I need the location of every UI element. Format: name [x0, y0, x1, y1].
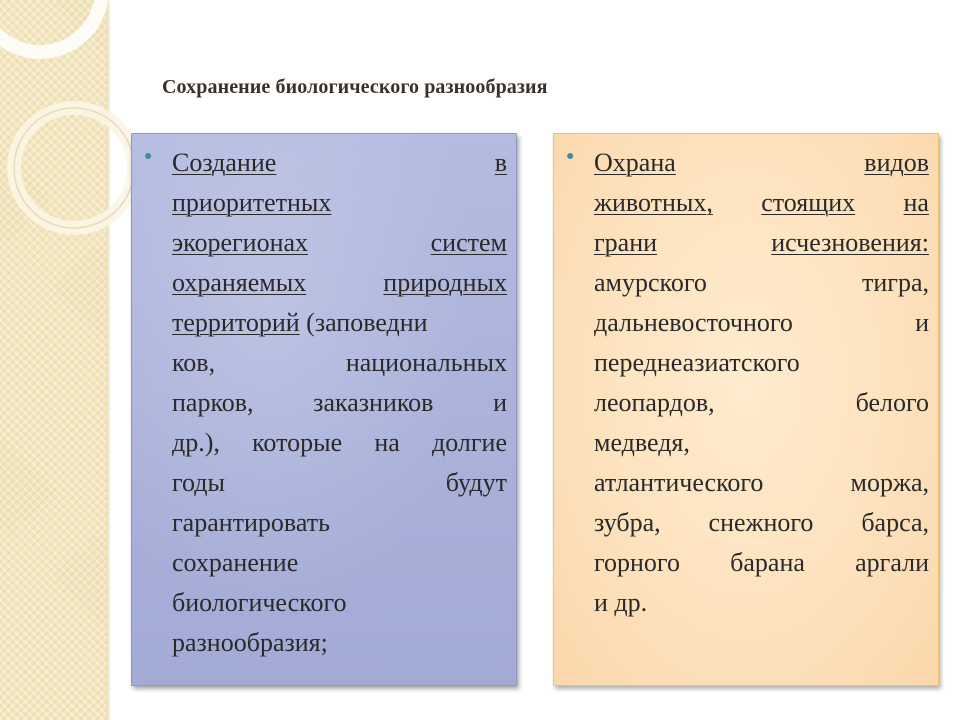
text-line: атлантического моржа,: [594, 468, 929, 497]
text-line: Создание в: [172, 148, 507, 177]
text-line: охраняемых природных: [172, 268, 507, 297]
text-line: биологического: [172, 588, 347, 617]
text-line: леопардов, белого: [594, 388, 929, 417]
bullet-icon: ●: [566, 149, 575, 164]
text-line: медведя,: [594, 428, 690, 457]
right-card-text: [594, 143, 929, 623]
slide-title: Сохранение биологического разнообразия: [162, 76, 548, 98]
text-line: парков, заказников и: [172, 388, 507, 417]
text-line: территорий (заповедни: [172, 308, 428, 337]
left-card-text: [172, 143, 507, 663]
text-line: др.), которые на долгие: [172, 428, 507, 457]
text-line: разнообразия;: [172, 628, 328, 657]
text-line: горного барана аргали: [594, 548, 929, 577]
left-card: [131, 133, 517, 686]
text-line: приоритетных: [172, 188, 332, 217]
text-line: животных, стоящих на: [594, 188, 929, 217]
right-card: [553, 133, 939, 686]
text-line: Охрана видов: [594, 148, 929, 177]
text-line: зубра, снежного барса,: [594, 508, 929, 537]
text-line: и др.: [594, 588, 648, 617]
text-line: переднеазиатского: [594, 348, 800, 377]
text-line: грани исчезновения:: [594, 228, 929, 257]
text-line: амурского тигра,: [594, 268, 929, 297]
text-line: гарантировать: [172, 508, 330, 537]
text-line: сохранение: [172, 548, 299, 577]
text-line: дальневосточного и: [594, 308, 929, 337]
text-line: годы будут: [172, 468, 507, 497]
text-line: ков, национальных: [172, 348, 507, 377]
text-line: экорегионах систем: [172, 228, 507, 257]
bullet-icon: ●: [144, 149, 153, 164]
